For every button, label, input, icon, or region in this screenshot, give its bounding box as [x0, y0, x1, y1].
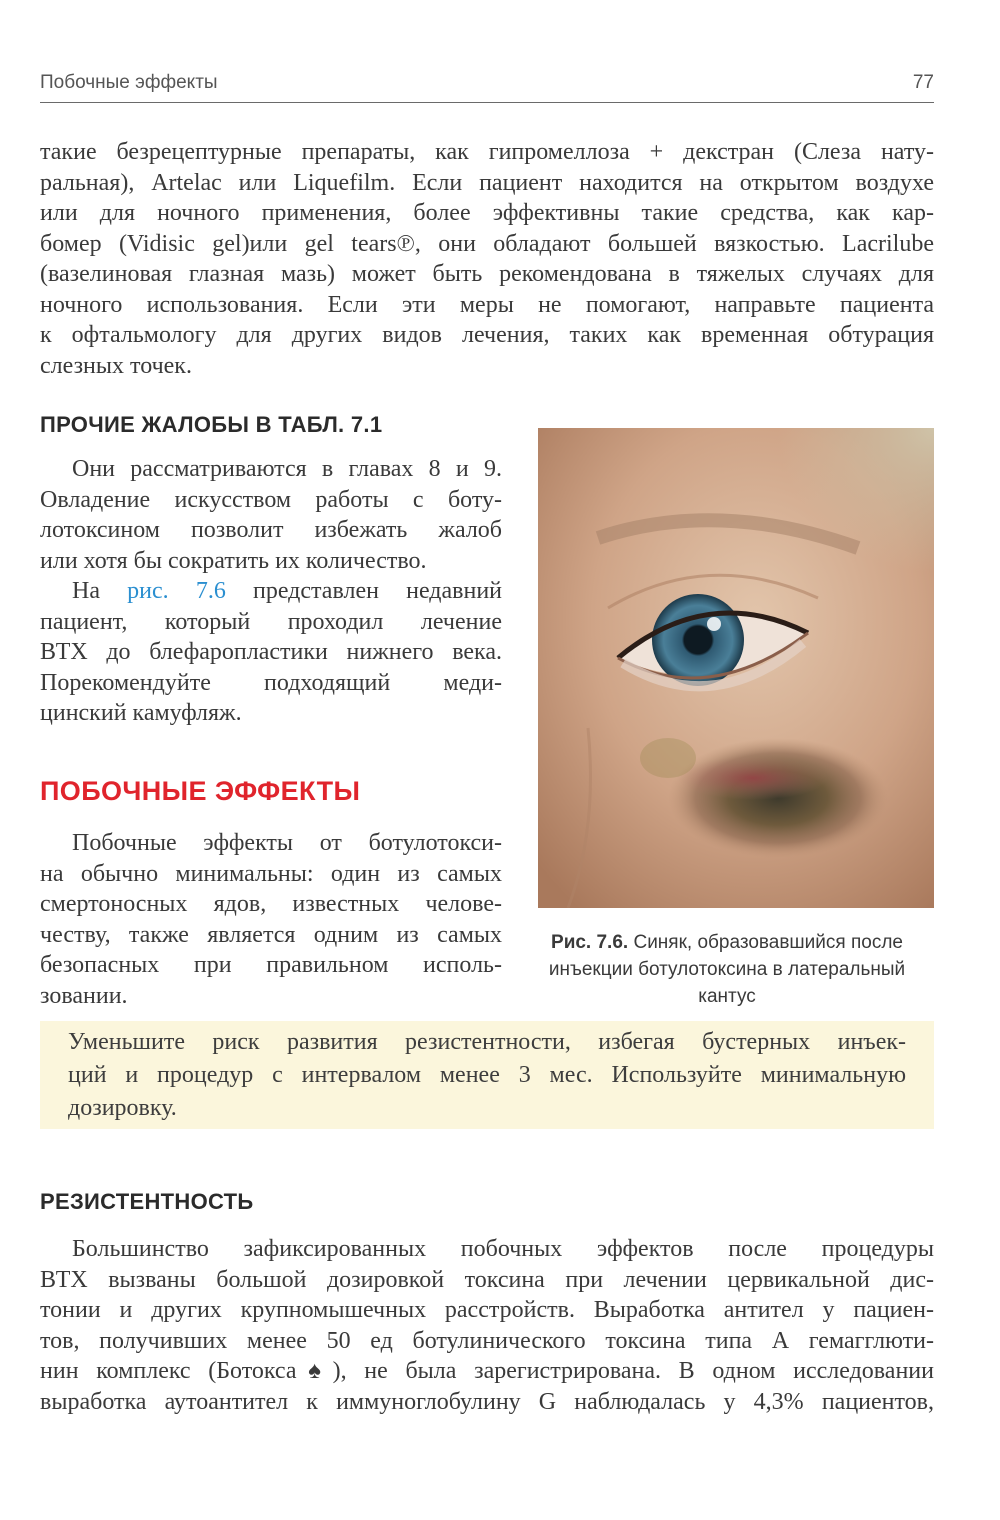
figure-label: Рис. 7.6. — [551, 932, 629, 953]
text-line: ВТХ вызваны большой дозировкой токсина при лечении цервикальной дис- — [40, 1266, 934, 1293]
text-line: ральная), Artelac или Liquefilm. Если пациент находится на открытом воздухе — [40, 169, 934, 196]
text-line: Овладение искусством работы с боту- — [40, 486, 502, 513]
text-line: цинский камуфляж. — [40, 700, 242, 726]
other-complaints-paragraph-1 — [40, 454, 502, 576]
text-line: На рис. 7.6 представлен недавний — [72, 578, 503, 604]
text-line: Уменьшите риск развития резистентности, избегая бустерных инъек- — [68, 1029, 906, 1055]
figure-photo-eye-bruise — [538, 428, 934, 908]
caption-line: Рис. 7.6. Синяк, образовавшийся после — [551, 932, 903, 953]
text-line: бомер (Vidisic gel)или gel tears℗, они обладают большей вязкостью. Lacrilube — [40, 230, 934, 257]
text-line: дозировку. — [68, 1095, 177, 1121]
figure-reference-link[interactable]: рис. 7.6 — [127, 578, 226, 604]
text-line: на обычно минимальны: один из самых — [40, 860, 502, 887]
figure-caption — [520, 929, 934, 1010]
text-line: слезных точек. — [40, 352, 192, 379]
other-complaints-paragraph-2 — [40, 576, 502, 729]
page-number: 77 — [912, 72, 934, 93]
text-line: зовании. — [40, 982, 128, 1009]
text-line: или для ночного применения, более эффективны такие средства, как кар- — [40, 200, 934, 226]
text-line: ВТХ до блефаропластики нижнего века. — [40, 639, 502, 665]
callout-box — [40, 1021, 934, 1129]
text-line: (вазелиновая глазная мазь) может быть рекомендована в тяжелых случаях для — [40, 261, 934, 287]
text-line: такие безрецептурные препараты, как гипромеллоза + декстран (Слеза нату- — [40, 139, 934, 165]
resistance-paragraph — [40, 1234, 934, 1417]
callout-text — [68, 1026, 906, 1125]
text-line: Они рассматриваются в главах 8 и 9. — [72, 456, 502, 482]
caption-line: инъекции ботулотоксина в латеральный — [548, 959, 906, 980]
section-heading-other-complaints: ПРОЧИЕ ЖАЛОБЫ В ТАБЛ. 7.1 — [40, 412, 383, 437]
text-line: пациент, который проходил лечение — [40, 608, 502, 635]
eye-bruise-illustration — [538, 428, 934, 908]
text-line: тов, получивших менее 50 ед ботулинического токсина типа А гемагглюти- — [40, 1327, 934, 1354]
side-effects-paragraph — [40, 828, 502, 1011]
text-line: или хотя бы сократить их количество. — [40, 547, 427, 574]
section-heading-side-effects: ПОБОЧНЫЕ ЭФФЕКТЫ — [40, 776, 361, 806]
section-heading-resistance: РЕЗИСТЕНТНОСТЬ — [40, 1189, 254, 1214]
text-line: выработка аутоантител к иммуноглобулину G наблюдалась у 4,3% пациентов, — [40, 1388, 934, 1415]
text-line: тонии и других крупномышечных расстройств. Выработка антител у пациен- — [40, 1297, 934, 1323]
text-line: смертоносных ядов, известных челове- — [40, 891, 502, 917]
running-head — [40, 70, 934, 103]
text-line: к офтальмологу для других видов лечения, таких как временная обтурация — [40, 322, 934, 348]
text-line: честву, также является одним из самых — [40, 921, 502, 948]
text-line: безопасных при правильном исполь- — [40, 952, 502, 978]
text-line: лотоксином позволит избежать жалоб — [40, 517, 502, 543]
text-line: нин комплекс (Ботокса♠), не была зарегистрирована. В одном исследовании — [40, 1358, 934, 1384]
caption-line: кантус — [698, 986, 756, 1007]
running-head-title: Побочные эффекты — [40, 72, 218, 93]
text-line: ций и процедур с интервалом менее 3 мес. Используйте минимальную — [68, 1062, 906, 1088]
text-line: Большинство зафиксированных побочных эффектов после процедуры — [72, 1236, 934, 1262]
text-line: Порекомендуйте подходящий меди- — [40, 669, 502, 696]
intro-paragraph — [40, 137, 934, 381]
text-line: Побочные эффекты от ботулотокси- — [72, 830, 502, 856]
text-line: ночного использования. Если эти меры не помогают, направьте пациента — [40, 291, 934, 318]
